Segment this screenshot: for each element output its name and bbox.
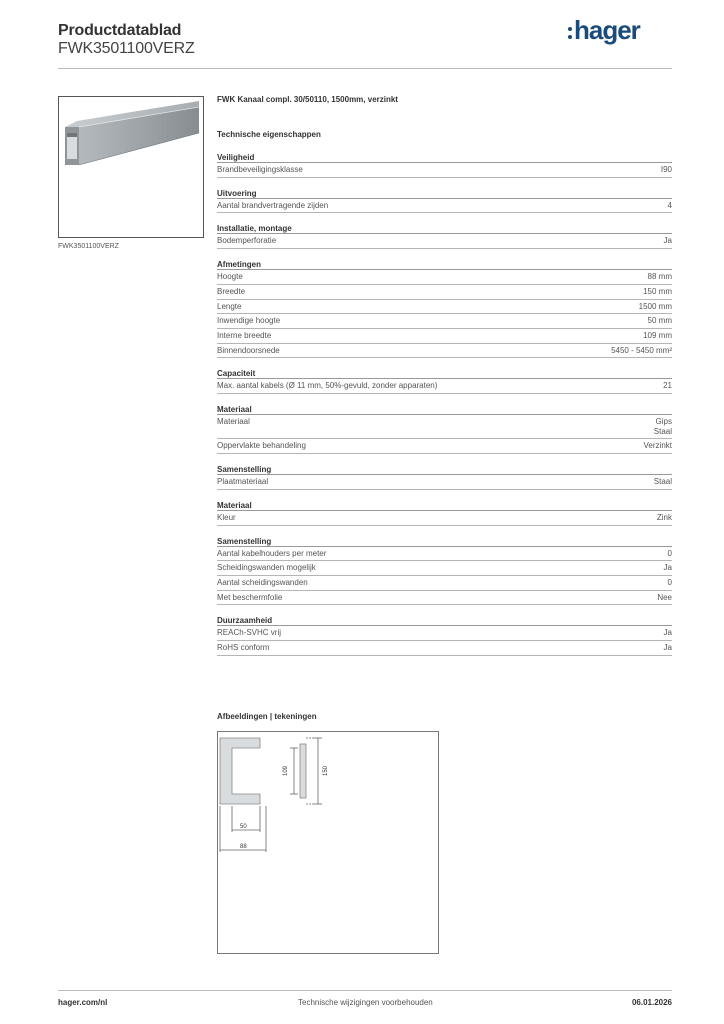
spec-row <box>217 270 672 285</box>
spec-label: RoHS conform <box>217 643 270 653</box>
spec-label: Plaatmateriaal <box>217 477 269 487</box>
dim-label-outer-height: 150 <box>323 765 329 776</box>
spec-group-title: Uitvoering <box>217 189 672 199</box>
spec-value: 0 <box>667 577 672 587</box>
spec-group <box>217 465 672 490</box>
spec-value: Gips Staal <box>653 417 672 436</box>
spec-row <box>217 285 672 300</box>
footer-divider <box>58 990 672 991</box>
spec-group-title: Capaciteit <box>217 369 672 379</box>
spec-group-title: Samenstelling <box>217 465 672 475</box>
spec-label: Lengte <box>217 301 242 311</box>
spec-group-title: Samenstelling <box>217 537 672 547</box>
cable-duct-illustration <box>59 97 203 237</box>
spec-value: Ja <box>663 236 672 246</box>
product-code-heading: FWK3501100VERZ <box>58 40 195 57</box>
image-caption: FWK3501100VERZ <box>58 243 119 250</box>
spec-row <box>217 163 672 178</box>
spec-group <box>217 189 672 214</box>
spec-label: Brandbeveiligingsklasse <box>217 165 303 174</box>
spec-row <box>217 300 672 315</box>
spec-row <box>217 591 672 606</box>
images-heading: Afbeeldingen | tekeningen <box>217 712 317 721</box>
spec-group-title: Installatie, montage <box>217 224 672 234</box>
spec-group <box>217 369 672 394</box>
spec-label: Met beschermfolie <box>217 592 283 602</box>
spec-group <box>217 501 672 526</box>
spec-group <box>217 260 672 358</box>
spec-row <box>217 234 672 249</box>
spec-row <box>217 439 672 454</box>
spec-group <box>217 153 672 178</box>
spec-row <box>217 561 672 576</box>
dim-label-outer-width: 88 <box>240 844 247 850</box>
spec-label: Aantal brandvertragende zijden <box>217 200 329 210</box>
product-image <box>58 96 204 238</box>
spec-value: Ja <box>663 643 672 653</box>
technical-properties-heading: Technische eigenschappen <box>217 130 321 139</box>
page-title: Productdatablad <box>58 22 182 39</box>
header-divider <box>58 68 672 69</box>
spec-label: Max. aantal kabels (Ø 11 mm, 50%-gevuld, zonder apparaten) <box>217 381 438 391</box>
spec-row <box>217 576 672 591</box>
spec-value: Verzinkt <box>643 441 672 451</box>
spec-value: Ja <box>663 563 672 573</box>
spec-group-title: Veiligheid <box>217 153 672 163</box>
footer-website-link[interactable]: hager.com/nl <box>58 998 108 1007</box>
dim-label-inner-height: 109 <box>283 765 289 776</box>
spec-label: Aantal scheidingswanden <box>217 577 308 587</box>
spec-row <box>217 415 672 439</box>
spec-label: Materiaal <box>217 417 250 427</box>
logo-dots-icon <box>568 27 572 39</box>
logo-text: hager <box>574 15 640 45</box>
spec-groups <box>217 153 672 656</box>
spec-value: I90 <box>660 165 672 174</box>
spec-value: 0 <box>667 548 672 558</box>
spec-value: 21 <box>663 381 672 391</box>
footer-date: 06.01.2026 <box>631 998 672 1007</box>
spec-value: 109 mm <box>643 330 672 340</box>
spec-label: Inwendige hoogte <box>217 316 281 326</box>
spec-label: Aantal kabelhouders per meter <box>217 548 327 558</box>
spec-value: 5450 - 5450 mm² <box>611 345 672 355</box>
spec-group <box>217 616 672 655</box>
spec-value: Staal <box>653 477 672 487</box>
spec-row <box>217 199 672 214</box>
dimension-drawing <box>218 732 438 953</box>
spec-row <box>217 641 672 656</box>
spec-group <box>217 405 672 454</box>
technical-drawing <box>217 731 439 954</box>
spec-label: Hoogte <box>217 272 243 282</box>
spec-value: Ja <box>663 628 672 638</box>
spec-label: Kleur <box>217 512 236 522</box>
spec-group <box>217 224 672 249</box>
spec-value: 4 <box>667 200 672 210</box>
spec-group-title: Materiaal <box>217 501 672 511</box>
spec-label: Breedte <box>217 286 246 296</box>
spec-label: Oppervlakte behandeling <box>217 441 306 451</box>
dim-label-inner-width: 50 <box>240 824 247 830</box>
spec-label: Bodemperforatie <box>217 236 277 246</box>
spec-row <box>217 511 672 526</box>
hager-logo[interactable] <box>568 15 640 46</box>
spec-value: 50 mm <box>647 316 672 326</box>
spec-row <box>217 329 672 344</box>
spec-value: Zink <box>656 512 672 522</box>
spec-row <box>217 344 672 359</box>
spec-group-title: Afmetingen <box>217 260 672 270</box>
spec-value: Nee <box>657 592 672 602</box>
spec-value: 150 mm <box>643 286 672 296</box>
spec-label: REACh-SVHC vrij <box>217 628 282 638</box>
spec-content <box>217 95 672 656</box>
spec-row <box>217 379 672 394</box>
spec-group-title: Materiaal <box>217 405 672 415</box>
footer-disclaimer: Technische wijzigingen voorbehouden <box>298 998 433 1007</box>
spec-label: Interne breedte <box>217 330 272 340</box>
spec-row <box>217 626 672 641</box>
spec-label: Scheidingswanden mogelijk <box>217 563 316 573</box>
spec-group <box>217 537 672 606</box>
spec-value: 88 mm <box>647 272 672 282</box>
spec-label: Binnendoorsnede <box>217 345 280 355</box>
spec-row <box>217 475 672 490</box>
product-description: FWK Kanaal compl. 30/50110, 1500mm, verzinkt <box>217 95 398 104</box>
spec-group-title: Duurzaamheid <box>217 616 672 626</box>
spec-row <box>217 547 672 562</box>
spec-row <box>217 314 672 329</box>
spec-value: 1500 mm <box>638 301 672 311</box>
